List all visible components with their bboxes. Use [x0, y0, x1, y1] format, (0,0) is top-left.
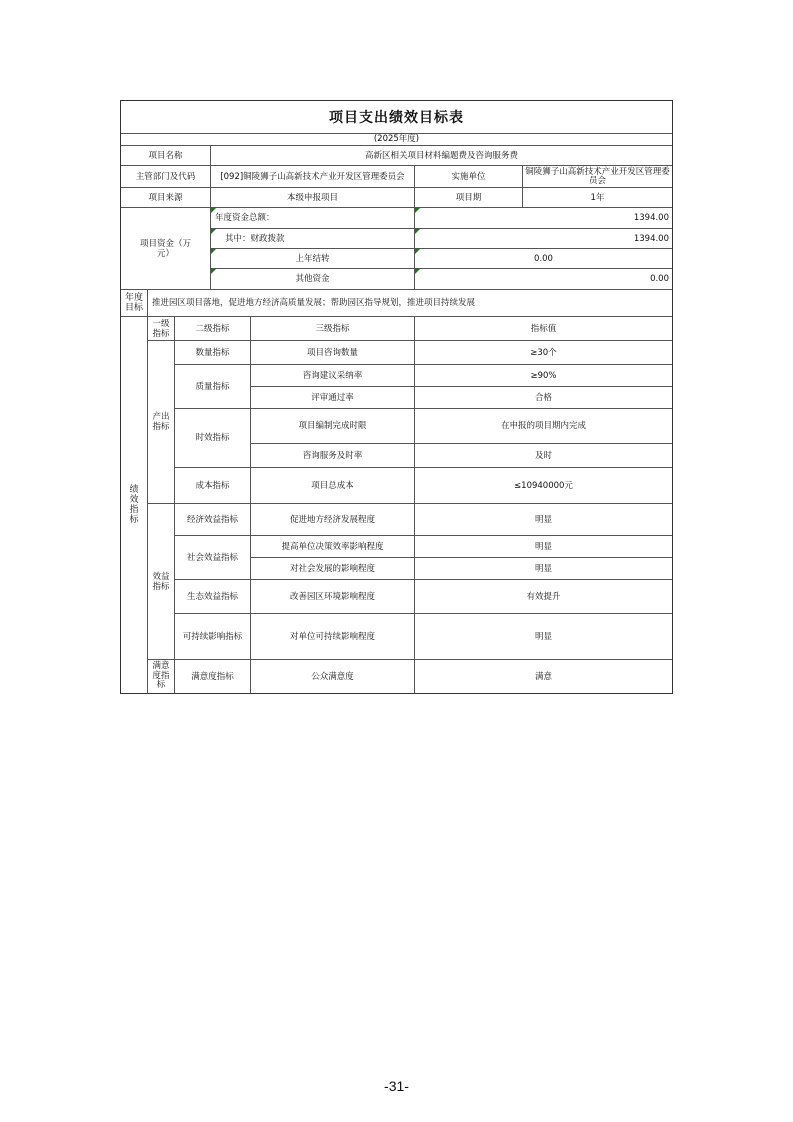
l2-cost: 成本指标	[175, 468, 251, 504]
dept-value: [092]铜陵狮子山高新技术产业开发区管理委员会	[211, 166, 415, 188]
val-decision-efficiency: 明显	[415, 536, 672, 558]
l2-ecological: 生态效益指标	[175, 580, 251, 614]
l2-sustainability: 可持续影响指标	[175, 614, 251, 660]
l1-output: 产出指标	[148, 341, 175, 504]
l3-completion-deadline: 项目编制完成时限	[251, 409, 415, 444]
l1-satisfaction: 满意度指标	[148, 660, 175, 693]
l3-social-impact: 对社会发展的影响程度	[251, 558, 415, 580]
l2-timeliness: 时效指标	[175, 409, 251, 468]
val-public-satisfaction: 满意	[534, 671, 552, 682]
val-economic-dev: 明显	[415, 504, 672, 536]
source-value: 本级申报项目	[211, 188, 415, 208]
l2-satisfaction: 满意度指标	[175, 660, 251, 693]
l3-environment: 改善园区环境影响程度	[251, 580, 415, 614]
l3-review-pass: 评审通过率	[251, 387, 415, 409]
val-total-cost: ≤10940000元	[415, 468, 672, 504]
period-value: 1年	[523, 188, 672, 208]
perf-indicators-label: 绩效指标	[121, 317, 148, 693]
val-adoption-rate: ≥90%	[415, 365, 672, 387]
funds-fiscal-label: 其中：财政拨款	[211, 229, 415, 249]
l3-adoption-rate: 咨询建议采纳率	[251, 365, 415, 387]
project-name-value: 高新区相关项目材料编题费及咨询服务费	[211, 146, 672, 166]
val-completion-deadline: 在申报的项目期内完成	[415, 409, 672, 444]
l1-benefit: 效益指标	[148, 504, 175, 660]
funds-carryover-value: 0.00	[415, 249, 672, 269]
l3-service-timeliness: 咨询服务及时率	[251, 444, 415, 468]
l2-quality: 质量指标	[175, 365, 251, 409]
val-environment: 有效提升	[415, 580, 672, 614]
val-service-timeliness: 及时	[415, 444, 672, 468]
impl-unit-value: 铜陵狮子山高新技术产业开发区管理委员会	[523, 166, 672, 188]
funds-carryover-label: 上年结转	[211, 249, 415, 269]
l3-sustainability: 对单位可持续影响程度	[251, 614, 415, 660]
funds-label: 项目资金（万元）	[121, 208, 211, 290]
annual-goal-label: 年度目标	[121, 290, 148, 317]
funds-other-value: 0.00	[415, 269, 672, 290]
funds-total-value: 1394.00	[415, 208, 672, 229]
impl-unit-label: 实施单位	[415, 166, 523, 188]
annual-goal-value: 推进园区项目落地，促进地方经济高质量发展；帮助园区指导规划，推进项目持续发展	[148, 290, 672, 317]
funds-total-label: 年度资金总额：	[211, 208, 415, 229]
table-year: (2025年度)	[121, 133, 672, 146]
l3-economic-dev: 促进地方经济发展程度	[251, 504, 415, 536]
page-number: -31-	[384, 1078, 409, 1094]
header-l2: 二级指标	[175, 317, 251, 341]
table-title: 项目支出绩效目标表	[121, 101, 672, 134]
source-label: 项目来源	[121, 188, 211, 208]
performance-target-table	[120, 100, 673, 694]
l3-public-satisfaction: 公众满意度	[251, 660, 415, 693]
period-label: 项目期	[415, 188, 523, 208]
l3-consult-count: 项目咨询数量	[251, 341, 415, 365]
header-l3: 三级指标	[251, 317, 415, 341]
l3-total-cost: 项目总成本	[251, 468, 415, 504]
header-value: 指标值	[415, 317, 672, 341]
val-consult-count: ≥30个	[415, 341, 672, 365]
funds-fiscal-value: 1394.00	[415, 229, 672, 249]
l2-social: 社会效益指标	[175, 536, 251, 580]
project-name-label: 项目名称	[121, 146, 211, 166]
val-review-pass: 合格	[415, 387, 672, 409]
l2-quantity: 数量指标	[175, 341, 251, 365]
dept-label: 主管部门及代码	[121, 166, 211, 188]
val-social-impact: 明显	[415, 558, 672, 580]
l2-economic: 经济效益指标	[175, 504, 251, 536]
funds-other-label: 其他资金	[211, 269, 415, 290]
header-l1: 一级指标	[148, 317, 175, 341]
val-sustainability: 明显	[415, 614, 672, 660]
l3-decision-efficiency: 提高单位决策效率影响程度	[251, 536, 415, 558]
